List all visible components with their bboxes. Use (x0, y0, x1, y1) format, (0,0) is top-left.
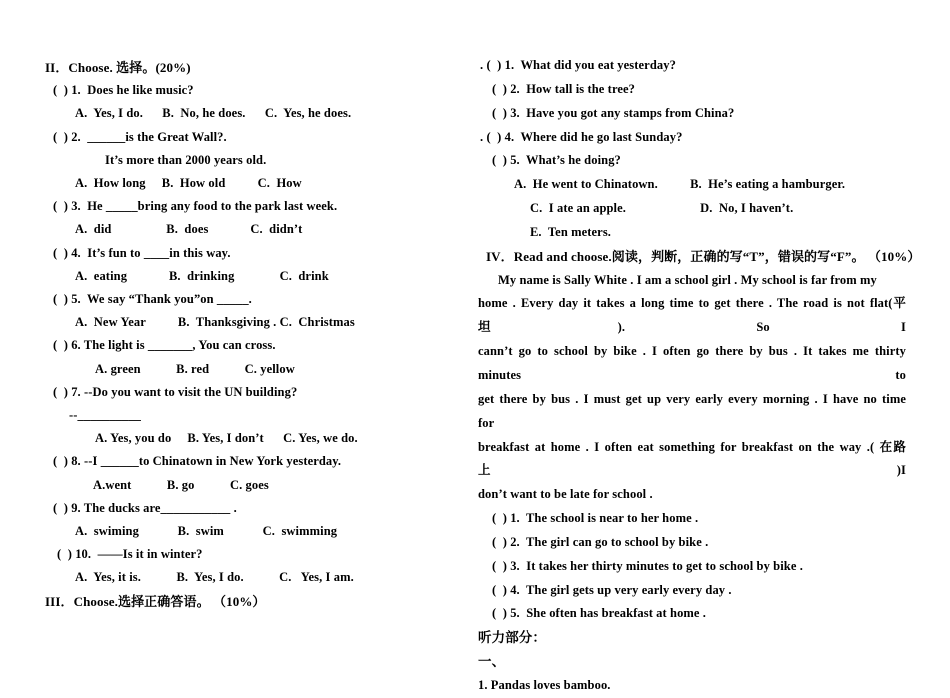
text-line: cann’t go to school by bike . I often go there by bus . It takes me thirty minutes to (478, 344, 906, 382)
text-line: A. swiming B. swim C. swimming (75, 524, 338, 539)
text-line: ( ) 2. How tall is the tree? (492, 81, 636, 96)
text-line: A. He went to Chinatown. B. He’s eating a hamburger. (514, 177, 846, 192)
text-line: C. I ate an apple. D. No, I haven’t. (530, 201, 794, 216)
text-line: A.went B. go C. goes (93, 477, 269, 492)
text-line: ( ) 5. We say “Thank you”on _____. (53, 292, 252, 307)
text-line: My name is Sally White . I am a school girl . My school is far from my (498, 272, 877, 287)
text-line: ( ) 3. Have you got any stamps from China? (492, 105, 735, 120)
text-line: don’t want to be late for school . (478, 487, 653, 502)
text-line: ( ) 1. Does he like music? (53, 83, 194, 98)
text-line: ( ) 5. She often has breakfast at home . (492, 606, 707, 621)
text-line: A. How long B. How old C. How (75, 176, 302, 191)
text-line: E. Ten meters. (530, 224, 612, 239)
text-line: A. Yes, you do B. Yes, I don’t C. Yes, we do. (95, 431, 358, 446)
text-line: . ( ) 4. Where did he go last Sunday? (480, 129, 683, 144)
text-line: home . Every day it takes a long time to get there . The road is not flat(平坦). So I (478, 296, 906, 335)
text-line: ( ) 4. It’s fun to ____in this way. (53, 245, 231, 260)
text-line: ( ) 3. He _____bring any food to the park last week. (53, 199, 338, 214)
text-line: ( ) 4. The girl gets up very early every day . (492, 582, 732, 597)
text-line: IV．Read and choose.阅读，判断，正确的写“T”，错误的写“F”。 （10%） (486, 248, 921, 264)
text-line: A. eating B. drinking C. drink (75, 268, 329, 283)
text-line: ( ) 7. --Do you want to visit the UN building? (53, 384, 298, 399)
text-line: ( ) 6. The light is _______, You can cross. (53, 338, 276, 353)
text-line: ( ) 2. ______is the Great Wall?. (53, 129, 227, 144)
text-line: 听力部分： (478, 630, 546, 646)
text-line: ( ) 10. ——Is it in winter? (57, 547, 203, 562)
text-line: --__________ (69, 408, 142, 423)
text-line: ( ) 3. It takes her thirty minutes to get to school by bike . (492, 558, 803, 573)
text-line: ( ) 5. What’s he doing? (492, 153, 621, 168)
text-line: breakfast at home . I often eat something for breakfast on the way .( 在路上)I (478, 439, 906, 478)
text-line: A. Yes, I do. B. No, he does. C. Yes, he does. (75, 106, 352, 121)
text-line: 1. Pandas loves bamboo. (478, 677, 611, 692)
text-line: . ( ) 1. What did you eat yesterday? (480, 58, 676, 72)
text-line: 一、 (478, 654, 506, 670)
text-line: II．Choose. 选择。(20%) (45, 60, 191, 75)
text-line: A. New Year B. Thanksgiving . C. Christmas (75, 315, 355, 330)
text-line: A. green B. red C. yellow (95, 361, 295, 376)
text-line: A. Yes, it is. B. Yes, I do. C. Yes, I am. (75, 570, 354, 585)
text-line: ( ) 9. The ducks are___________ . (53, 500, 237, 515)
left-column (45, 56, 470, 613)
text-line: ( ) 1. The school is near to her home . (492, 511, 699, 526)
text-line: A. did B. does C. didn’t (75, 222, 303, 237)
text-line: It’s more than 2000 years old. (105, 152, 267, 167)
text-line: III．Choose.选择正确答语。 （10%） (45, 593, 266, 609)
text-line: get there by bus . I must get up very early every morning . I have no time for (478, 391, 906, 430)
text-line: ( ) 8. --I ______to Chinatown in New York yesterday. (53, 454, 342, 469)
right-column (478, 54, 921, 698)
text-line: ( ) 2. The girl can go to school by bike . (492, 534, 709, 549)
